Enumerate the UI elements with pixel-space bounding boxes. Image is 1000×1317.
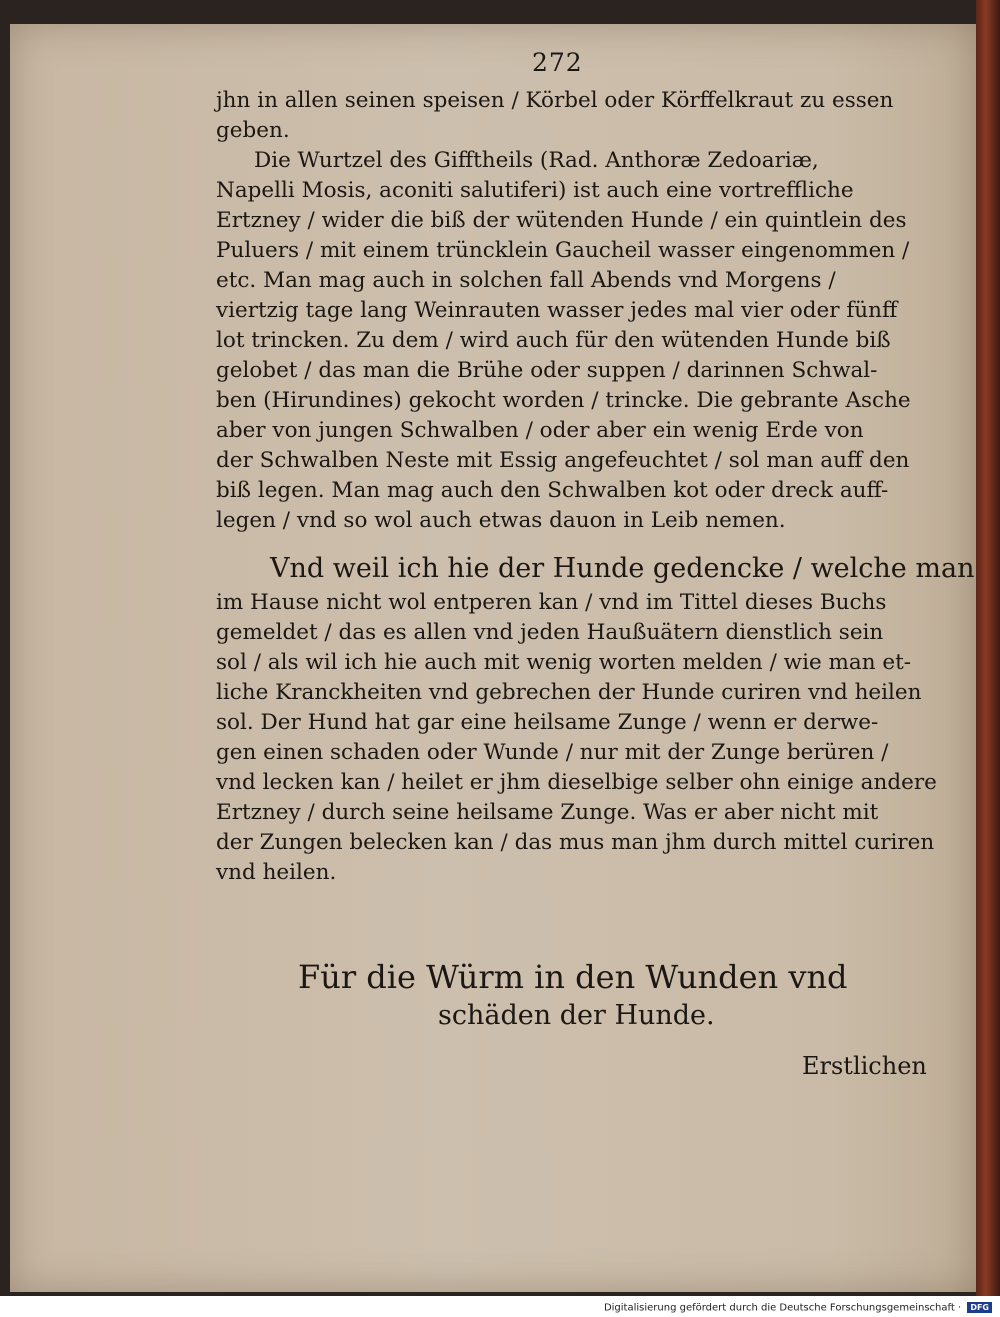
paragraph-gap [216, 536, 916, 550]
text-line: vnd lecken kan / heilet er jhm dieselbige selber ohn einige andere [216, 770, 937, 795]
text-line: liche Kranckheiten vnd gebrechen der Hunde curiren vnd heilen [216, 680, 922, 705]
text-line: viertzig tage lang Weinrauten wasser jedes mal vier oder fünff [216, 298, 898, 323]
text-line: Ertzney / durch seine heilsame Zunge. Was er aber nicht mit [216, 800, 879, 825]
text-line: gemeldet / das es allen vnd jeden Haußuätern dienstlich sein [216, 620, 884, 645]
text-line: gen einen schaden oder Wunde / nur mit der Zunge berüren / [216, 740, 889, 765]
paragraph-lead-line: Vnd weil ich hie der Hunde gedencke / welche man [270, 553, 975, 584]
section-heading-line-2: schäden der Hunde. [438, 1000, 715, 1031]
text-line: sol / als wil ich hie auch mit wenig worten melden / wie man et- [216, 650, 912, 675]
catchword: Erstlichen [802, 1052, 927, 1080]
text-line: legen / vnd so wol auch etwas dauon in Leib nemen. [216, 508, 786, 533]
text-line: aber von jungen Schwalben / oder aber ein wenig Erde von [216, 418, 864, 443]
section-heading [298, 956, 898, 1034]
text-line: sol. Der Hund hat gar eine heilsame Zunge / wenn er derwe- [216, 710, 879, 735]
text-line: Puluers / mit einem trüncklein Gaucheil wasser eingenommen / [216, 238, 910, 263]
text-line: Die Wurtzel des Gifftheils (Rad. Anthoræ Zedoariæ, [254, 148, 819, 173]
text-line: der Schwalben Neste mit Essig angefeuchtet / sol man auff den [216, 448, 910, 473]
text-line: etc. Man mag auch in solchen fall Abends vnd Morgens / [216, 268, 836, 293]
text-line: im Hause nicht wol entperen kan / vnd im Tittel dieses Buchs [216, 590, 887, 615]
credit-text: Digitalisierung gefördert durch die Deutsche Forschungsgemeinschaft [603, 1302, 955, 1314]
text-line: biß legen. Man mag auch den Schwalben kot oder dreck auff- [216, 478, 889, 503]
digitization-credit [604, 1302, 992, 1314]
text-line: vnd heilen. [216, 860, 337, 885]
text-line: lot trincken. Zu dem / wird auch für den wütenden Hunde biß [216, 328, 891, 353]
text-line: gelobet / das man die Brühe oder suppen / darinnen Schwal- [216, 358, 878, 383]
text-line: ben (Hirundines) gekocht worden / trincke. Die gebrante Asche [216, 388, 911, 413]
text-line: Napelli Mosis, aconiti salutiferi) ist auch eine vortreffliche [216, 178, 854, 203]
page-text [216, 86, 975, 888]
text-line: jhn in allen seinen speisen / Körbel oder Körffelkraut zu essen [216, 88, 894, 113]
credit-separator: · [957, 1302, 965, 1314]
text-line: Ertzney / wider die biß der wütenden Hunde / ein quintlein des [216, 208, 907, 233]
dfg-logo: DFG [967, 1302, 992, 1313]
book-binding-edge [976, 0, 1000, 1296]
section-heading-line-1: Für die Würm in den Wunden vnd [298, 958, 848, 996]
text-line: der Zungen belecken kan / das mus man jhm durch mittel curiren [216, 830, 935, 855]
page-number: 272 [532, 48, 583, 77]
text-line: geben. [216, 118, 290, 143]
